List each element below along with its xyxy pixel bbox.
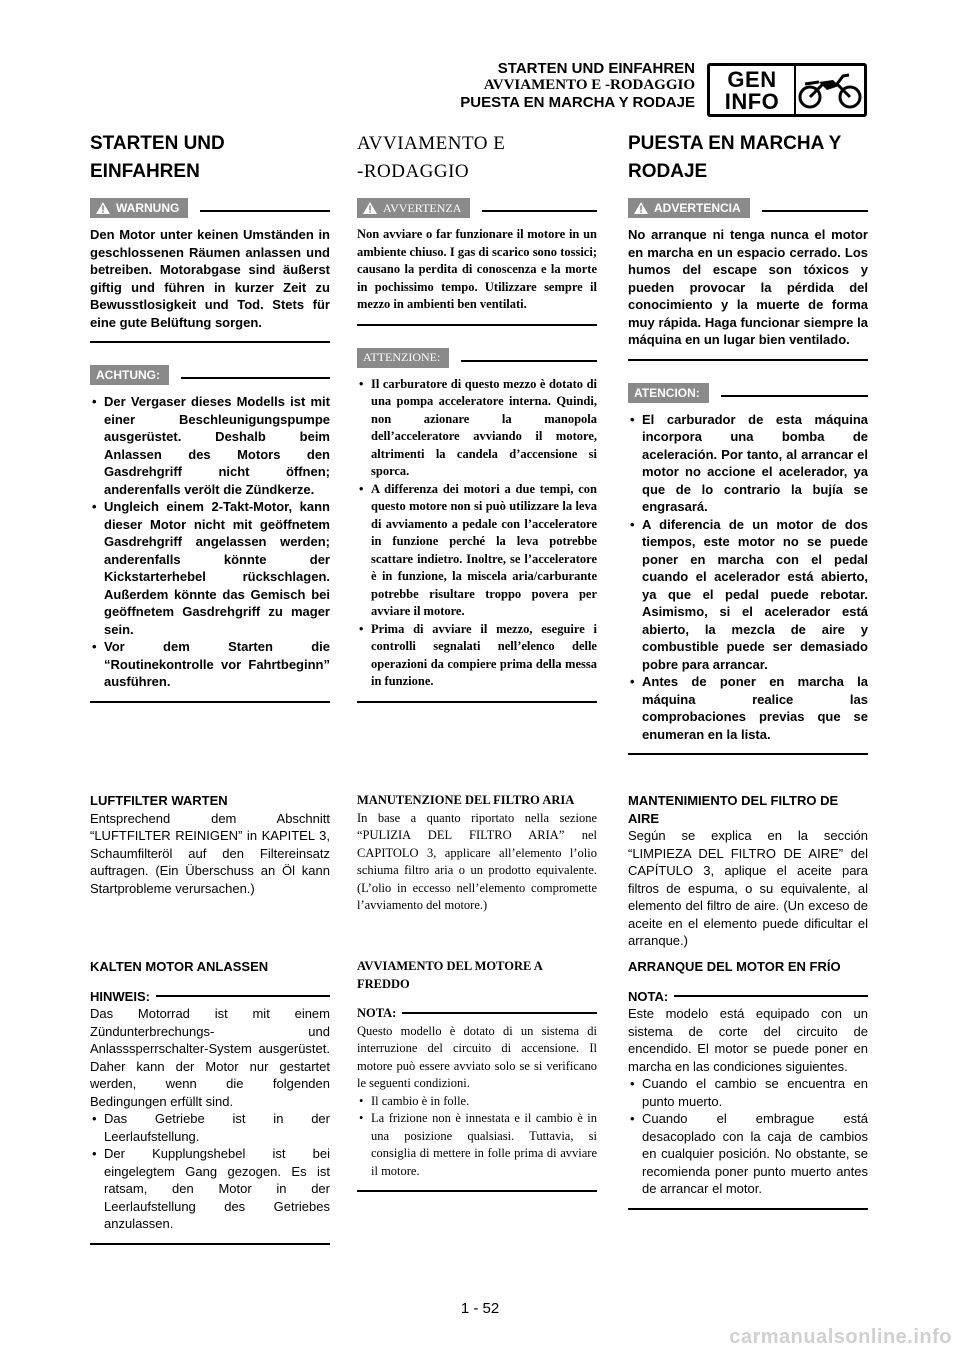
header-title-de: STARTEN UND EINFAHREN (497, 60, 695, 77)
caution-label-row (357, 348, 597, 368)
section-heading: MANUTENZIONE DEL FILTRO ARIA (357, 793, 575, 807)
title-line: PUESTA EN MARCHA Y (628, 133, 842, 154)
caution-badge: ATTENZIONE: (357, 348, 449, 368)
note-label: NOTA: (628, 988, 669, 1004)
list-item: • A diferencia de un motor de dos tiempos, este motor no se puede poner en marcha con el pedal cuando el acelerador está abierto, ya que el pedal puede rebotar. Asimismo, si el acelerador está abierto, la mezcla de aire y combustible puede ser demasiado pobre para arrancar. (628, 516, 868, 674)
paragraph: Das Motorrad ist mit einem Zündunterbrechungs- und Anlasssperrschalter-System ausgerüstet. Daher kann der Motor nur gestartet werden, wenn die folgenden Bedingungen erfüllt sind. (90, 1006, 330, 1109)
running-header (275, 60, 695, 111)
list-item: • Prima di avviare il mezzo, eseguire i controlli segnalati nell’elenco delle operazioni da compiere prima della messa in funzione. (357, 621, 597, 691)
list-item: • Der Vergaser dieses Modells ist mit einer Beschleunigungspumpe ausgerüstet. Deshalb beim Anlassen des Motors den Gasdrehgriff nicht öffnen; anderenfalls verölt die Zündkerze. (90, 393, 330, 498)
caution-badge: ATENCION: (628, 383, 709, 403)
title-line: -RODAGGIO (357, 161, 470, 182)
title-line: STARTEN UND (90, 133, 225, 154)
page-number: 1 - 52 (460, 1300, 500, 1317)
gen-label: GEN (727, 67, 777, 92)
list-item: • Vor dem Starten die “Routinekontrolle vor Fahrtbeginn” ausführen. (90, 638, 330, 691)
note-label: NOTA: (357, 1006, 397, 1020)
paragraph: Questo modello è dotato di un sistema di interruzione del circuito di accensione. Il motore può essere avviato solo se si verificano le seguenti condizioni. (357, 1023, 597, 1090)
air-filter-section-it (357, 792, 597, 915)
title-line: AVVIAMENTO E (357, 133, 506, 154)
warning-label-row (90, 198, 330, 218)
list-item: • Antes de poner en marcha la máquina realice las comprobaciones previas que se enumeran en la lista. (628, 673, 868, 743)
motorcycle-icon (796, 66, 864, 114)
rule (674, 995, 868, 997)
warning-triangle-icon (363, 202, 377, 214)
warning-triangle-icon (96, 202, 110, 214)
warning-label: ADVERTENCIA (654, 201, 741, 215)
section-title (90, 130, 330, 186)
list-item: • Il cambio è in folle. (357, 1093, 597, 1111)
section-heading: MANTENIMIENTO DEL FILTRO DE AIRE (628, 793, 839, 826)
warning-label: AVVERTENZA (383, 200, 462, 215)
gen-info-label (710, 66, 796, 114)
warning-label-row (357, 198, 597, 218)
air-filter-section-de (90, 792, 330, 897)
rule (200, 210, 330, 212)
warning-badge (357, 198, 470, 218)
column-spanish (628, 130, 868, 755)
paragraph: Entsprechend dem Abschnitt “LUFTFILTER REINIGEN” in KAPITEL 3, Schaumfilteröl auf den Filtereinsatz auftragen. (Ein Überschuss an Öl kann Startprobleme verursachen.) (90, 810, 330, 896)
caution-label-row (628, 383, 868, 403)
list-item: • Cuando el cambio se encuentra en punto muerto. (628, 1075, 868, 1110)
warning-text: Den Motor unter keinen Umständen in geschlossenen Räumen anlassen und betreiben. Motorabgase sind äußerst giftig und führen in kurzer Zeit zu Bewusstlosigkeit und Tod. Stets für eine gute Belüftung sorgen. (90, 226, 330, 343)
rule (402, 1012, 597, 1014)
rule (762, 210, 868, 212)
cold-start-section-it (357, 958, 597, 1192)
rule (156, 995, 330, 997)
note-label: HINWEIS: (90, 988, 150, 1004)
section-heading: AVVIAMENTO DEL MOTORE A FREDDO (357, 959, 543, 991)
caution-label-row (90, 365, 330, 385)
cold-start-section-de (90, 958, 330, 1245)
info-label: INFO (724, 89, 780, 114)
caution-block (628, 411, 868, 756)
caution-block (90, 393, 330, 703)
paragraph: Este modelo está equipado con un sistema de corte del circuito de encendido. El motor se puede poner en marcha en las condiciones siguientes. (628, 1006, 868, 1074)
cold-start-section-es (628, 958, 868, 1210)
note-label-row (628, 988, 868, 1006)
note-label-row (357, 1005, 597, 1023)
list-item: • Il carburatore di questo mezzo è dotato di una pompa acceleratore interna. Quindi, non azionare la manopola dell’acceleratore avviando il motore, altrimenti la candela d’accensione si sporca. (357, 376, 597, 481)
watermark: carmanualsonline.info (729, 1326, 952, 1348)
list-item: • El carburador de esta máquina incorpora una bomba de aceleración. Por tanto, al arrancar el motor no accione el acelerador, ya que de lo contrario la bujía se engrasará. (628, 411, 868, 516)
caution-badge: ACHTUNG: (90, 365, 169, 385)
warning-text: No arranque ni tenga nunca el motor en marcha en un espacio cerrado. Los humos del escape son tóxicos y pueden provocar la pérdida del conocimiento y la muerte de forma muy rápida. Haga funcionar siempre la máquina en un lugar bien ventilado. (628, 226, 868, 361)
header-title-es: PUESTA EN MARCHA Y RODAJE (460, 94, 695, 111)
gen-info-badge (707, 63, 867, 117)
section-heading: LUFTFILTER WARTEN (90, 793, 228, 808)
warning-triangle-icon (634, 202, 648, 214)
rule (461, 360, 597, 362)
rule (482, 210, 597, 212)
warning-badge (628, 198, 750, 218)
note-label-row (90, 988, 330, 1006)
warning-text: Non avviare o far funzionare il motore in un ambiente chiuso. I gas di scarico sono tossici; causano la perdita di conoscenza e la morte in pochissimo tempo. Utilizzare sempre il mezzo in ambienti ben ventilati. (357, 226, 597, 326)
section-heading: ARRANQUE DEL MOTOR EN FRÍO (628, 959, 841, 974)
rule (721, 395, 868, 397)
list-item: • Ungleich einem 2-Takt-Motor, kann dieser Motor nicht mit geöffnetem Gasdrehgriff angelassen werden; anderenfalls könnte der Kickstarterhebel rückschlagen. Außerdem könnte das Gemisch bei geöffnetem Gasdrehgriff zu mager sein. (90, 498, 330, 638)
column-german (90, 130, 330, 703)
list-item: • La frizione non è innestata e il cambio è in una posizione qualsiasi. Tuttavia, si consiglia di mettere in folle prima di avviare il motore. (357, 1110, 597, 1180)
section-heading: KALTEN MOTOR ANLASSEN (90, 959, 269, 974)
paragraph: In base a quanto riportato nella sezione “PULIZIA DEL FILTRO ARIA” nel CAPITOLO 3, applicare all’elemento l’olio schiuma filtro aria o un prodotto equivalente. (L’olio in eccesso nell’elemento compromette l’avviamento del motore.) (357, 810, 597, 912)
caution-block (357, 376, 597, 703)
title-line: RODAJE (628, 161, 708, 182)
rule (181, 377, 330, 379)
list-item: • Der Kupplungshebel ist bei eingelegtem Gang gezogen. Es ist ratsam, den Motor in der Leerlaufstellung des Getriebes anzulassen. (90, 1145, 330, 1233)
warning-label-row (628, 198, 868, 218)
list-item: • Cuando el embrague está desacoplado con la caja de cambios en cualquier posición. No obstante, se recomienda poner punto muerto antes de arrancar el motor. (628, 1110, 868, 1198)
warning-badge (90, 198, 188, 218)
paragraph: Según se explica en la sección “LIMPIEZA DEL FILTRO DE AIRE” del CAPÍTULO 3, aplique el aceite para filtros de espuma, o su equivalente, al elemento del filtro de aire. (Un exceso de aceite en el elemento puede dificultar el arranque.) (628, 828, 868, 948)
section-title (628, 130, 868, 186)
header-title-it: AVVIAMENTO E -RODAGGIO (483, 77, 695, 93)
title-line: EINFAHREN (90, 161, 200, 182)
warning-label: WARNUNG (116, 201, 180, 215)
column-italian (357, 130, 597, 703)
section-title (357, 130, 597, 186)
list-item: • Das Getriebe ist in der Leerlaufstellung. (90, 1110, 330, 1145)
air-filter-section-es (628, 792, 868, 950)
list-item: • A differenza dei motori a due tempi, con questo motore non si può utilizzare la leva di avviamento a pedale con l’acceleratore in funzione perché la leva potrebbe scattare indietro. Inoltre, se l’acceleratore è in funzione, la miscela aria/carburante potrebbe risultare troppo povera per avviare il motore. (357, 481, 597, 621)
